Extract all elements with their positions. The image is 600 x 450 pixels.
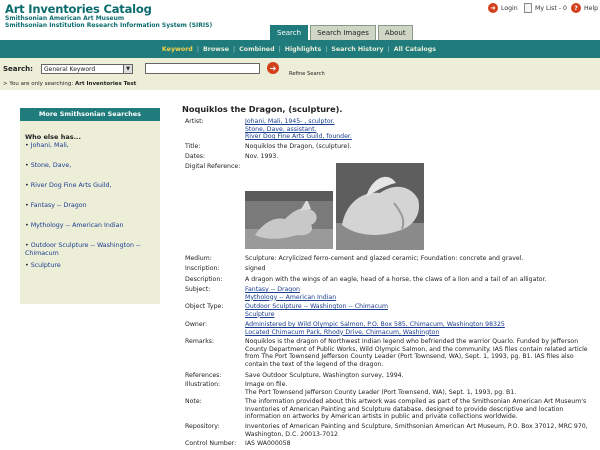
owner-link[interactable]: Administered by Wild Olympic Salmon, P.O. Box 585, Chimacum, Washington 98325	[245, 321, 505, 328]
my-list-link[interactable]: My List - 0	[524, 3, 567, 13]
field-label: Artist:	[185, 118, 204, 125]
sidebar-item-outdoor-sculpture[interactable]: • Outdoor Sculpture -- Washington -- Chimacum	[25, 242, 155, 258]
help-question-icon: ?	[571, 3, 581, 13]
field-label: Remarks:	[185, 338, 215, 345]
field-value: Image on file.	[245, 381, 288, 388]
field-label: Dates:	[185, 153, 206, 160]
field-label: Control Number:	[185, 440, 237, 447]
search-mode-nav	[0, 40, 600, 58]
site-subtitle-museum: Smithsonian American Art Museum	[5, 15, 125, 22]
field-label: Owner:	[185, 321, 208, 328]
field-value: Inventories of American Painting and Sculpture, Smithsonian American Art Museum, P.O. Box 37012, MRC 970, Washington, D.C. 20013-7012	[245, 423, 588, 438]
go-arrow-icon[interactable]: ➜	[267, 62, 279, 74]
field-value: Noquiklos is the dragon of Northwest Indian legend who befriended the warrior Quarlo. Funded by Jefferson County Department of Public Works, Wild Olympic Salmon, and the community. IAS files contain related article from The Port Townsend Jefferson County Leader (Port Townsend, WA), Sept. 1, 1993, pg. B1. IAS files also contain the text of the legend of the dragon.	[245, 338, 588, 368]
nav-keyword[interactable]: Keyword	[161, 45, 193, 53]
field-value: A dragon with the wings of an eagle, head of a horse, the claws of a lion and a tail of an alligator.	[245, 276, 547, 283]
login-link[interactable]: ➜ Login	[488, 3, 518, 13]
sidebar-item-river-dog[interactable]: • River Dog Fine Arts Guild,	[25, 182, 155, 190]
nav-separator: |	[325, 45, 328, 53]
field-label: References:	[185, 372, 222, 379]
object-type-link[interactable]: Outdoor Sculpture -- Washington -- Chimacum	[245, 303, 388, 310]
login-arrow-icon: ➜	[488, 3, 498, 13]
sidebar-header: More Smithsonian Searches	[20, 108, 160, 121]
sidebar-item-stone[interactable]: • Stone, Dave,	[25, 162, 155, 170]
field-label: Repository:	[185, 423, 220, 430]
field-label: Illustration:	[185, 381, 221, 388]
sidebar-item-sculpture[interactable]: • Sculpture	[25, 262, 155, 270]
sculpture-photo-thumbnail[interactable]	[245, 191, 333, 249]
document-icon	[524, 3, 532, 13]
help-link[interactable]: ? Help	[571, 3, 598, 13]
nav-separator: |	[387, 45, 390, 53]
field-value: IAS WA000058	[245, 440, 291, 447]
artist-link[interactable]: Johani, Mali, 1945- , sculptor.	[245, 118, 335, 125]
sidebar-item-fantasy-dragon[interactable]: • Fantasy -- Dragon	[25, 202, 155, 210]
nav-separator: |	[233, 45, 236, 53]
field-value: Noquiklos the Dragon, (sculpture).	[245, 143, 352, 150]
subject-link[interactable]: Fantasy -- Dragon	[245, 286, 300, 293]
tab-search-images[interactable]: Search Images	[310, 25, 376, 40]
field-label: Inscription:	[185, 265, 220, 272]
artist-link[interactable]: Stone, Dave, assistant.	[245, 125, 317, 133]
sidebar-item-mythology[interactable]: • Mythology -- American Indian	[25, 222, 155, 230]
refine-search-link[interactable]: Refine Search	[289, 71, 325, 77]
subject-link[interactable]: Mythology -- American Indian	[245, 293, 337, 301]
nav-highlights[interactable]: Highlights	[284, 45, 322, 53]
site-subtitle-siris: Smithsonian Institution Research Information System (SIRIS)	[5, 22, 213, 29]
field-value: The Port Townsend Jefferson County Leader (Port Townsend, WA), Sept. 1, 1993, pg. B1.	[245, 388, 517, 396]
field-label: Note:	[185, 398, 202, 405]
artist-link[interactable]: River Dog Fine Arts Guild, founder.	[245, 133, 352, 140]
record-title: Noquiklos the Dragon, (sculpture).	[182, 104, 343, 114]
field-value: The information provided about this artwork was compiled as part of the Smithsonian American Art Museum's Inventories of American Painting and Sculpture database, designed to provide descriptive and location information on artworks by American artists in public and private collections worldwide.	[245, 398, 587, 420]
object-type-link[interactable]: Sculpture	[245, 310, 275, 318]
site-title: Art Inventories Catalog	[5, 2, 152, 16]
nav-combined[interactable]: Combined	[239, 45, 275, 53]
field-label: Subject:	[185, 286, 211, 293]
main-tabs	[270, 25, 413, 40]
field-label: Digital Reference:	[185, 163, 241, 170]
field-value: Save Outdoor Sculpture, Washington survey, 1994.	[245, 372, 404, 379]
sidebar-panel	[20, 121, 160, 304]
sculpture-photo-closeup[interactable]	[336, 163, 424, 250]
scope-value: Art Inventories Test	[75, 81, 137, 87]
sidebar-item-johani[interactable]: • Johani, Mali,	[25, 142, 155, 150]
search-label: Search:	[3, 65, 33, 73]
searching-scope: > You are only searching: Art Inventories Test	[0, 78, 600, 90]
field-value: signed	[245, 265, 266, 272]
nav-search-history[interactable]: Search History	[331, 45, 384, 53]
nav-separator: |	[196, 45, 199, 53]
field-value: Nov. 1993.	[245, 153, 279, 160]
search-type-select[interactable]: General Keyword ▼	[41, 64, 133, 74]
nav-all-catalogs[interactable]: All Catalogs	[393, 45, 436, 53]
owner-link[interactable]: Located Chimacum Park, Rhody Drive, Chimacum, Washington	[245, 328, 440, 336]
field-value: Sculpture: Acrylicized ferro-cement and glazed ceramic; Foundation: concrete and gravel.	[245, 255, 524, 262]
nav-separator: |	[278, 45, 281, 53]
tab-about[interactable]: About	[378, 25, 413, 40]
nav-browse[interactable]: Browse	[202, 45, 230, 53]
chevron-down-icon: ▼	[123, 65, 132, 73]
search-bar	[0, 58, 600, 78]
search-input[interactable]	[145, 63, 260, 74]
who-else-heading: Who else has...	[25, 133, 81, 141]
field-label: Description:	[185, 276, 223, 283]
field-label: Title:	[185, 143, 201, 150]
field-label: Object Type:	[185, 303, 224, 310]
tab-search[interactable]: Search	[270, 25, 308, 40]
field-label: Medium:	[185, 255, 212, 262]
